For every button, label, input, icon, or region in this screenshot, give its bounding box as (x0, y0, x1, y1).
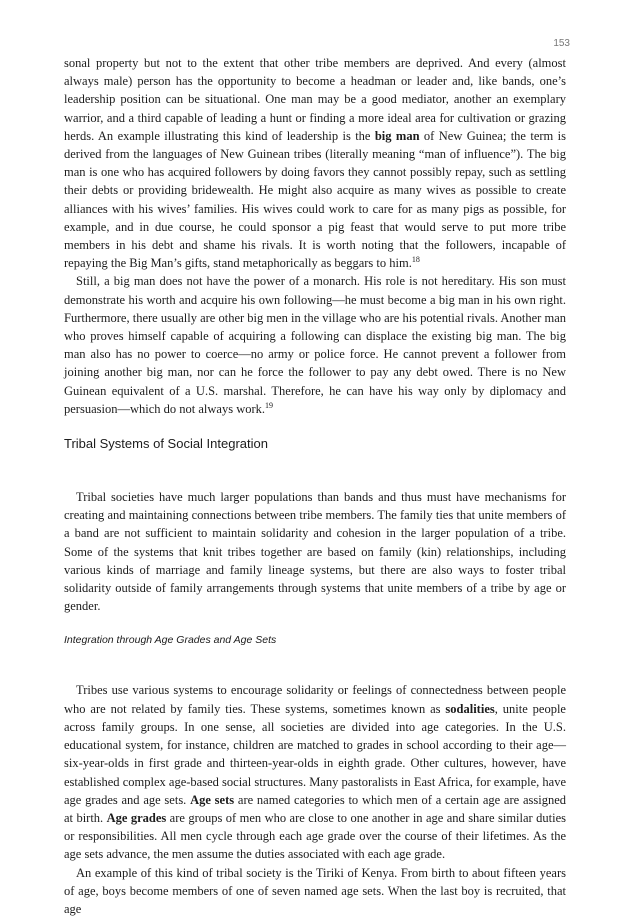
section-heading: Tribal Systems of Social Integration (64, 436, 268, 452)
page-number: 153 (553, 38, 570, 49)
paragraph-tiriki (64, 864, 566, 918)
term-big-man: big man (374, 128, 420, 143)
text-span: Still, a big man does not have the power of a monarch. His role is not hereditary. His son must demonstrate his worth and acquire his own following—he must become a big man in his own right. Furthermore, there usually are other big men in the village who are his potential rivals. Another man who proves himself capable of acquiring a following can displace the existing big man. The big man also has no power to coerce—no army or police force. He cannot prevent a follower from joining another big man, nor can he force the follower to pay any debt owed. There is no New Guinean equivalent of a U.S. marshal. Therefore, he can have his way only by diplomacy and persuasion—which do not always work. (64, 274, 566, 416)
text-span: , unite people across family groups. In one sense, all societies are divided into age categories. In the U.S. educational system, for instance, children are matched to grades in school according to their age—six-year-olds in first grade and thirteen-year-olds in eighth grade. Other cultures, however, have established complex age-based social structures. Many pastoralists in East Africa, for example, have age grades and age sets. (64, 701, 566, 807)
paragraph-tribal-integration (64, 488, 566, 615)
term-sodalities: sodalities (445, 701, 495, 716)
paragraph-big-man-power (64, 272, 566, 418)
paragraph-sodalities (64, 681, 566, 863)
footnote-ref-18[interactable]: 18 (411, 255, 420, 265)
text-span: Tribes use various systems to encourage solidarity or feelings of connectedness between people who are not related by family ties. These systems, sometimes known as (64, 683, 566, 716)
term-age-sets: Age sets (190, 792, 235, 807)
text-span: An example of this kind of tribal society is the Tiriki of Kenya. From birth to about fifteen years of age, boys become members of one of seven named age sets. When the last boy is recruited, that age (64, 865, 566, 916)
text-span: are named categories to which men of a certain age are assigned at birth. (64, 792, 567, 825)
text-span: of New Guinea; the term is derived from the languages of New Guinean tribes (literally meaning “man of influence”). The big man is one who has acquired followers by doing favors they cannot possibly repay, such as settling their debts or providing bridewealth. He might also acquire as many wives as possible to create alliances with his wives’ families. His wives could work to care for as many pigs as possible, for example, and in due course, he could sponsor a pig feast that would serve to put more tribe members in his debt and shame his rivals. It is worth noting that the followers, incapable of repaying the Big Man’s gifts, stand metaphorically as beggars to him. (64, 128, 566, 271)
subsection-heading: Integration through Age Grades and Age Sets (64, 634, 277, 647)
text-span: Tribal societies have much larger populations than bands and thus must have mechanisms for creating and maintaining connections between tribe members. The family ties that unite members of a band are not sufficient to maintain solidarity and cohesion in the larger population of a tribe. Some of the systems that knit tribes together are based on family (kin) relationships, including various kinds of marriage and family lineage systems, but there are also ways to foster tribal solidarity outside of family arrangements through systems that unite members of a tribe by age or gender. (64, 490, 566, 614)
paragraph-big-man-intro (64, 54, 566, 272)
page-body (64, 54, 566, 918)
text-span: are groups of men who are close to one another in age and share similar duties or responsibilities. All men cycle through each age grade over the course of their lifetimes. As the age sets advance, the men assume the duties associated with each age grade. (64, 810, 566, 862)
text-span: sonal property but not to the extent that other tribe members are deprived. And every (almost always male) person has the opportunity to become a headman or leader and, like bands, one’s leadership position can be situational. One man may be a good mediator, another an exemplary warrior, and a third capable of leading a hunt or finding a more ideal area for cultivation or grazing herds. An example illustrating this kind of leadership is the (64, 56, 566, 143)
footnote-ref-19[interactable]: 19 (265, 400, 274, 410)
term-age-grades: Age grades (106, 810, 167, 825)
